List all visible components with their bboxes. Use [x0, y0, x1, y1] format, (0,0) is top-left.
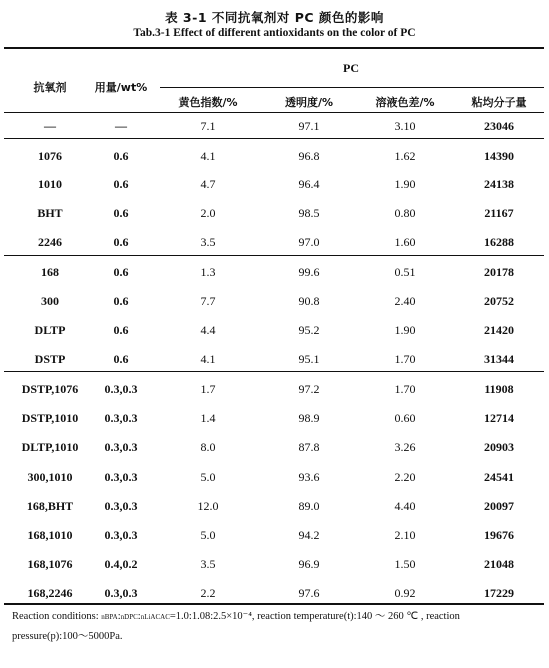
footnote-sep-1: :	[117, 611, 121, 622]
header-transmittance: 透明度/%	[284, 96, 334, 109]
footnote-prefix: Reaction conditions:	[12, 611, 102, 622]
cell-viscosity-mw-row-12: 20903	[484, 440, 514, 454]
header-viscosity-mw: 粘均分子量	[471, 96, 527, 109]
footnote	[12, 607, 544, 647]
cell-transmittance-row-7: 90.8	[298, 294, 320, 308]
cell-yellow-index-row-13: 5.0	[200, 470, 216, 484]
cell-viscosity-mw-row-8: 21420	[484, 323, 514, 337]
table-title-cn: 表 3-1 不同抗氧剂对 PC 颜色的影响	[165, 10, 384, 25]
cell-viscosity-mw-row-5: 16288	[484, 235, 514, 249]
cell-color-diff-row-5: 1.60	[394, 235, 416, 249]
footnote-sep-2: :	[137, 611, 141, 622]
cell-viscosity-mw-row-3: 24138	[484, 177, 514, 191]
cell-color-diff-row-3: 1.90	[394, 177, 416, 191]
cell-transmittance-row-16: 96.9	[298, 557, 320, 571]
cell-transmittance-row-5: 97.0	[298, 235, 320, 249]
cell-antioxidant-row-17: 168,2246	[27, 586, 73, 600]
cell-antioxidant-row-3: 1010	[38, 177, 62, 191]
header-subrule	[160, 87, 544, 88]
cell-antioxidant-row-16: 168,1076	[27, 557, 73, 571]
cell-yellow-index-row-14: 12.0	[197, 499, 219, 513]
cell-color-diff-row-13: 2.20	[394, 470, 416, 484]
cell-dosage-row-13: 0.3,0.3	[104, 470, 138, 484]
cell-viscosity-mw-row-16: 21048	[484, 557, 514, 571]
cell-yellow-index-row-8: 4.4	[200, 323, 216, 337]
cell-antioxidant-row-11: DSTP,1010	[21, 411, 79, 425]
cell-antioxidant-row-6: 168	[41, 265, 59, 279]
cell-color-diff-row-14: 4.40	[394, 499, 416, 513]
cell-color-diff-row-11: 0.60	[394, 411, 416, 425]
cell-viscosity-mw-row-6: 20178	[484, 265, 514, 279]
cell-transmittance-row-1: 97.1	[298, 119, 320, 133]
bottom-rule	[4, 603, 544, 605]
cell-color-diff-row-12: 3.26	[394, 440, 416, 454]
cell-transmittance-row-10: 97.2	[298, 382, 320, 396]
cell-dosage-row-5: 0.6	[113, 235, 129, 249]
cell-color-diff-row-6: 0.51	[394, 265, 416, 279]
header-bottom-rule	[4, 112, 544, 113]
cell-color-diff-row-10: 1.70	[394, 382, 416, 396]
footnote-sub-dpc: nDPC	[120, 613, 138, 621]
group-divider-rule	[4, 255, 544, 256]
cell-antioxidant-row-12: DLTP,1010	[21, 440, 79, 454]
header-pc-group: PC	[343, 61, 359, 75]
cell-viscosity-mw-row-9: 31344	[484, 352, 514, 366]
cell-antioxidant-row-2: 1076	[38, 149, 62, 163]
cell-dosage-row-12: 0.3,0.3	[104, 440, 138, 454]
cell-yellow-index-row-12: 8.0	[200, 440, 216, 454]
cell-transmittance-row-8: 95.2	[298, 323, 320, 337]
header-dosage: 用量/wt%	[94, 81, 148, 94]
cell-yellow-index-row-6: 1.3	[200, 265, 216, 279]
cell-antioxidant-row-7: 300	[41, 294, 59, 308]
cell-color-diff-row-1: 3.10	[394, 119, 416, 133]
footnote-sub-liacac: nLiACAC	[140, 613, 170, 621]
cell-color-diff-row-7: 2.40	[394, 294, 416, 308]
cell-dosage-row-6: 0.6	[113, 265, 129, 279]
cell-viscosity-mw-row-7: 20752	[484, 294, 514, 308]
cell-yellow-index-row-16: 3.5	[200, 557, 216, 571]
cell-antioxidant-row-14: 168,BHT	[26, 499, 74, 513]
cell-transmittance-row-2: 96.8	[298, 149, 320, 163]
cell-viscosity-mw-row-13: 24541	[484, 470, 514, 484]
cell-viscosity-mw-row-1: 23046	[484, 119, 514, 133]
cell-dosage-row-10: 0.3,0.3	[104, 382, 138, 396]
top-rule	[4, 47, 544, 49]
cell-color-diff-row-4: 0.80	[394, 206, 416, 220]
cell-yellow-index-row-17: 2.2	[200, 586, 216, 600]
cell-transmittance-row-6: 99.6	[298, 265, 320, 279]
cell-yellow-index-row-2: 4.1	[200, 149, 216, 163]
cell-dosage-row-17: 0.3,0.3	[104, 586, 138, 600]
cell-dosage-row-15: 0.3,0.3	[104, 528, 138, 542]
cell-viscosity-mw-row-10: 11908	[484, 382, 514, 396]
cell-dosage-row-11: 0.3,0.3	[104, 411, 138, 425]
cell-antioxidant-row-15: 168,1010	[27, 528, 73, 542]
cell-color-diff-row-2: 1.62	[394, 149, 416, 163]
cell-antioxidant-row-1: —	[44, 119, 56, 133]
cell-yellow-index-row-4: 2.0	[200, 206, 216, 220]
cell-viscosity-mw-row-11: 12714	[484, 411, 514, 425]
cell-yellow-index-row-3: 4.7	[200, 177, 216, 191]
cell-yellow-index-row-7: 7.7	[200, 294, 216, 308]
cell-transmittance-row-13: 93.6	[298, 470, 320, 484]
group-divider-rule	[4, 138, 544, 139]
header-antioxidant: 抗氧剂	[33, 81, 67, 94]
cell-color-diff-row-16: 1.50	[394, 557, 416, 571]
cell-dosage-row-1: —	[115, 119, 127, 133]
header-yellow-index: 黄色指数/%	[178, 96, 238, 109]
cell-dosage-row-8: 0.6	[113, 323, 129, 337]
cell-transmittance-row-4: 98.5	[298, 206, 320, 220]
cell-transmittance-row-3: 96.4	[298, 177, 320, 191]
cell-yellow-index-row-1: 7.1	[200, 119, 216, 133]
cell-transmittance-row-15: 94.2	[298, 528, 320, 542]
cell-antioxidant-row-13: 300,1010	[27, 470, 73, 484]
cell-transmittance-row-9: 95.1	[298, 352, 320, 366]
cell-antioxidant-row-9: DSTP	[34, 352, 66, 366]
footnote-sub-bpa: nBPA	[101, 613, 118, 621]
cell-viscosity-mw-row-2: 14390	[484, 149, 514, 163]
cell-antioxidant-row-4: BHT	[37, 206, 63, 220]
cell-yellow-index-row-5: 3.5	[200, 235, 216, 249]
cell-antioxidant-row-8: DLTP	[34, 323, 66, 337]
cell-color-diff-row-9: 1.70	[394, 352, 416, 366]
cell-transmittance-row-14: 89.0	[298, 499, 320, 513]
cell-yellow-index-row-11: 1.4	[200, 411, 216, 425]
cell-antioxidant-row-10: DSTP,1076	[21, 382, 79, 396]
table-title-en: Tab.3-1 Effect of different antioxidants on the color of PC	[133, 27, 416, 39]
cell-viscosity-mw-row-15: 19676	[484, 528, 514, 542]
cell-dosage-row-4: 0.6	[113, 206, 129, 220]
cell-dosage-row-3: 0.6	[113, 177, 129, 191]
cell-transmittance-row-17: 97.6	[298, 586, 320, 600]
cell-color-diff-row-17: 0.92	[394, 586, 416, 600]
cell-dosage-row-14: 0.3,0.3	[104, 499, 138, 513]
cell-dosage-row-16: 0.4,0.2	[104, 557, 138, 571]
group-divider-rule	[4, 371, 544, 372]
cell-dosage-row-9: 0.6	[113, 352, 129, 366]
cell-yellow-index-row-9: 4.1	[200, 352, 216, 366]
cell-viscosity-mw-row-14: 20097	[484, 499, 514, 513]
cell-transmittance-row-11: 98.9	[298, 411, 320, 425]
footnote-line-2: pressure(p):100～5000Pa.	[12, 631, 123, 642]
header-color-diff: 溶液色差/%	[375, 96, 435, 109]
cell-viscosity-mw-row-17: 17229	[484, 586, 514, 600]
footnote-ratio: =1.0:1.08:2.5×10⁻⁴, reaction temperature(t):140 ～ 260 ℃ , reaction	[169, 611, 460, 622]
cell-yellow-index-row-15: 5.0	[200, 528, 216, 542]
cell-viscosity-mw-row-4: 21167	[484, 206, 514, 220]
cell-dosage-row-7: 0.6	[113, 294, 129, 308]
cell-color-diff-row-15: 2.10	[394, 528, 416, 542]
cell-transmittance-row-12: 87.8	[298, 440, 320, 454]
cell-color-diff-row-8: 1.90	[394, 323, 416, 337]
cell-antioxidant-row-5: 2246	[38, 235, 62, 249]
cell-yellow-index-row-10: 1.7	[200, 382, 216, 396]
cell-dosage-row-2: 0.6	[113, 149, 129, 163]
